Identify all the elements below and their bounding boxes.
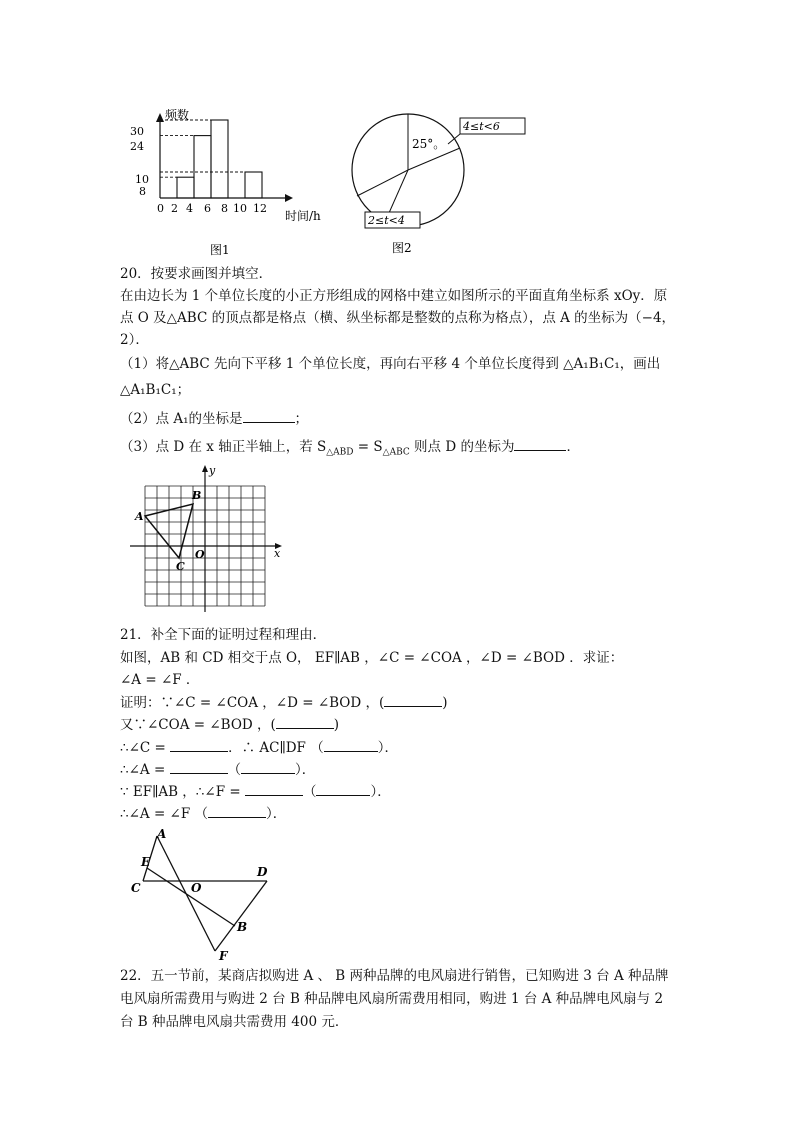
grid-label-y: y	[209, 464, 216, 477]
segment-df	[215, 881, 267, 951]
y-tick-10: 10	[135, 173, 149, 186]
x-axis-label: 时间/h	[285, 209, 321, 223]
label-4-6: 4≤t<6	[463, 120, 500, 133]
grid-label-x: x	[274, 547, 281, 560]
q22-text-3: 台 B 种品牌电风扇共需费用 400 元．	[120, 1014, 349, 1030]
geo-label-o: O	[191, 881, 202, 895]
q21-proof-1-text: 证明：∵∠C = ∠COA ，∠D = ∠BOD ，(	[120, 695, 385, 711]
x-tick-2: 2	[171, 202, 178, 215]
q21-proof-2-text: 又∵∠COA = ∠BOD ，(	[120, 717, 276, 733]
pie-radius-left	[357, 170, 408, 196]
q21-proof-4-a: ∴∠A =	[120, 762, 170, 778]
q20-part2-end: ；	[294, 411, 309, 427]
q21-blank-3[interactable]	[170, 737, 228, 752]
angle-label: 25°。	[412, 137, 446, 151]
q20-part3	[120, 436, 580, 463]
q21-proof-3-end: ）．	[377, 740, 398, 756]
y-tick-30: 30	[130, 125, 144, 138]
q21-proof-3-a: ∴∠C =	[120, 740, 171, 756]
callout-top	[448, 134, 460, 144]
grid-label-o: O	[195, 548, 205, 561]
q20-part3-mid: = S	[353, 439, 383, 455]
bar-2-4	[177, 177, 194, 198]
geo-label-d: D	[257, 865, 268, 879]
geometry-figure	[125, 826, 285, 961]
y-axis-arrow	[156, 113, 164, 122]
q21-proof-1-end: )	[442, 695, 448, 711]
q20-part2	[120, 408, 308, 429]
geo-label-f: F	[219, 949, 228, 961]
figure1-caption: 图1	[210, 243, 230, 257]
q21-proof-3-b: ．∴ AC∥DF （	[228, 740, 324, 756]
q21-proof-1	[120, 692, 448, 713]
q21-proof-5	[120, 781, 391, 802]
bars-group	[177, 120, 262, 198]
histogram-figure	[125, 108, 345, 260]
x-tick-0: 0	[157, 202, 164, 215]
x-tick-6: 6	[204, 202, 211, 215]
q20-part3-period: ．	[566, 439, 580, 455]
x-tick-10: 10	[233, 202, 247, 215]
geo-label-c: C	[131, 881, 141, 895]
q21-proof-4-end: ）．	[295, 762, 316, 778]
bar-6-8	[211, 120, 228, 198]
q21-proof-6-end: ）．	[266, 806, 287, 822]
q20-sub-abc: △ABC	[382, 447, 410, 458]
grid-label-a: A	[135, 510, 144, 523]
pie-radius-right	[408, 148, 460, 170]
guide-dashes	[160, 120, 245, 177]
q21-title: 21．补全下面的证明过程和理由．	[120, 627, 327, 643]
q21-blank-8[interactable]	[316, 781, 370, 796]
x-tick-4: 4	[186, 202, 193, 215]
segment-ef	[147, 868, 235, 926]
q21-proof-5-b: （	[302, 784, 317, 800]
q21-text-2: ∠A = ∠F ．	[120, 672, 200, 688]
geo-label-a: A	[157, 827, 167, 841]
q20-text-3: 2）．	[120, 332, 149, 348]
q21-proof-2-end: )	[333, 717, 340, 733]
q22-text-1: 22．五一节前，某商店拟购进 A 、 B 两种品牌的电风扇进行销售，已知购进 3 台 A 种品牌	[120, 968, 669, 984]
grid-label-b: B	[192, 489, 202, 502]
q21-proof-6-a: ∴∠A = ∠F （	[120, 806, 209, 822]
q22-text-2: 电风扇所需费用与购进 2 台 B 种品牌电风扇所需费用相同，购进 1 台 A 种品牌电风扇与 2	[120, 991, 664, 1007]
q20-text-2: 点 O 及△ABC 的顶点都是格点（横、纵坐标都是整数的点称为格点），点 A 的坐标为（−4，	[120, 310, 676, 326]
q20-part2-text: （2）点 A₁的坐标是	[120, 411, 243, 427]
q20-part1a: （1）将△ABC 先向下平移 1 个单位长度，再向右平移 4 个单位长度得到 △A₁B₁C₁，画出	[120, 356, 661, 372]
q20-answer-d[interactable]	[514, 436, 566, 451]
geo-label-b: B	[237, 920, 248, 934]
q21-proof-6	[120, 803, 286, 824]
figure2-caption: 图2	[392, 241, 412, 255]
q20-part3-text: （3）点 D 在 x 轴正半轴上，若 S	[120, 439, 327, 455]
q21-proof-3	[120, 737, 398, 758]
q21-proof-5-a: ∵ EF∥AB ，∴∠F =	[120, 784, 245, 800]
q21-blank-9[interactable]	[208, 803, 266, 818]
x-tick-12: 12	[253, 202, 267, 215]
q20-title: 20．按要求画图并填空．	[120, 266, 273, 282]
q20-answer-a1[interactable]	[243, 408, 295, 423]
geo-label-e: E	[141, 855, 151, 869]
q21-blank-1[interactable]	[384, 692, 442, 707]
q20-sub-abd: △ABD	[326, 447, 354, 458]
q21-blank-2[interactable]	[276, 714, 334, 729]
q21-text-1: 如图，AB 和 CD 相交于点 O， EF∥AB ，∠C = ∠COA ，∠D = ∠BOD ．求证：	[120, 650, 624, 666]
q21-blank-6[interactable]	[241, 759, 295, 774]
label-2-4: 2≤t<4	[368, 214, 405, 227]
grid-y-arrow	[202, 465, 208, 472]
bar-4-6	[194, 136, 211, 198]
pie-figure	[350, 100, 540, 260]
q21-proof-4	[120, 759, 315, 780]
q20-text-1: 在由边长为 1 个单位长度的小正方形组成的网格中建立如图所示的平面直角坐标系 xOy．原	[120, 288, 668, 304]
q21-proof-4-b: （	[227, 762, 242, 778]
coordinate-grid-figure	[125, 462, 295, 620]
q20-part1b: △A₁B₁C₁；	[120, 382, 191, 398]
x-tick-8: 8	[221, 202, 228, 215]
q21-blank-4[interactable]	[324, 737, 378, 752]
y-tick-24: 24	[130, 140, 144, 153]
y-tick-8: 8	[139, 185, 146, 198]
q21-blank-5[interactable]	[170, 759, 228, 774]
q20-part3-end: 则点 D 的坐标为	[409, 439, 515, 455]
bar-10-12	[245, 172, 262, 198]
q21-blank-7[interactable]	[245, 781, 303, 796]
q21-proof-2	[120, 714, 339, 735]
x-axis-arrow	[285, 194, 293, 202]
q21-proof-5-end: ）．	[370, 784, 391, 800]
y-axis-label: 频数	[165, 108, 190, 122]
grid-label-c: C	[176, 560, 185, 573]
